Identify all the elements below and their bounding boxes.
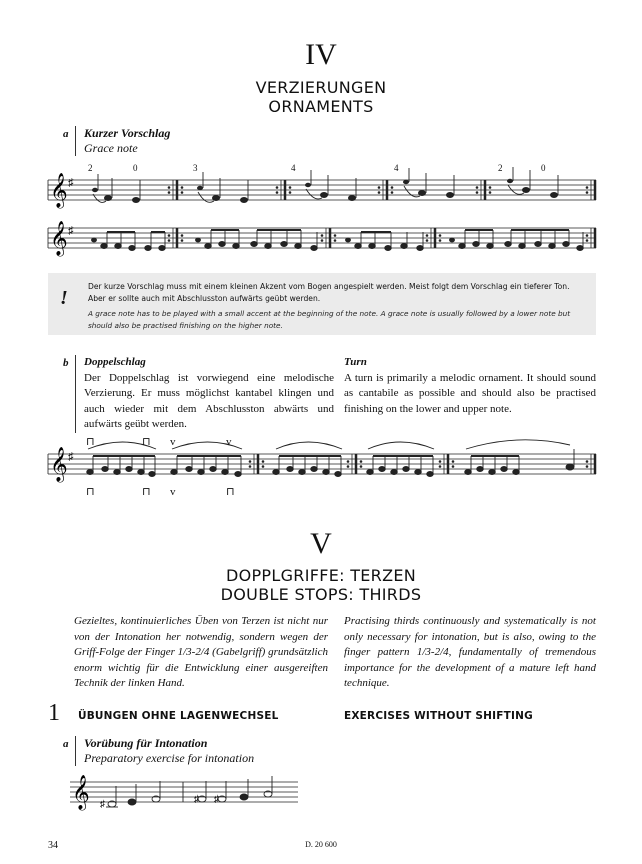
page-number: 34 xyxy=(48,840,58,851)
exercise-b-title-de: Doppelschlag xyxy=(84,356,146,368)
svg-text:♯: ♯ xyxy=(214,794,219,805)
svg-text:♯: ♯ xyxy=(68,177,74,189)
music-staff-grace-1 xyxy=(48,162,608,212)
music-staff-grace-2 xyxy=(48,218,608,258)
exercise-b-text-en-block xyxy=(344,355,596,417)
svg-text:⊓: ⊓ xyxy=(226,486,235,498)
notice-text-en: A grace note has to be played with a small accent at the beginning of the note. A grace note is usually followed by a lower note but should also be practised finishing on the higher note. xyxy=(88,309,571,330)
subsection-1-title-en: EXERCISES WITHOUT SHIFTING xyxy=(344,710,533,722)
svg-text:v: v xyxy=(226,436,232,448)
section-v-intro-de: Gezieltes, kontinuierliches Üben von Terzen ist nicht nur von der Intonation her notwendig, sondern wegen der Griff-Folge der Finger 1/3-2/4 (Gabelgriff) grundsätzlich enorm wichtig für die Entwicklung einer ausgereiften Technik der linken Hand. xyxy=(74,615,328,689)
exercise-a-label xyxy=(75,126,170,156)
exercise-a-subtitle: Grace note xyxy=(84,141,138,155)
subsection-1-number: 1 xyxy=(48,700,60,726)
exercise-b-text-de-block xyxy=(75,355,334,433)
exclamation-icon: ! xyxy=(60,287,68,309)
exercise-1a-title: Vorübung für Intonation xyxy=(84,736,208,750)
section-iv-title-en: ORNAMENTS xyxy=(268,97,374,116)
exercise-b-text-de: Der Doppelschlag ist vorwiegend eine melodische Verzierung. Er muss möglichst kantabel klingen und auch wieder mit dem Abschlusston abwärts und aufwärts geübt werden. xyxy=(84,371,334,430)
treble-clef-icon: 𝄞 xyxy=(50,222,68,255)
fingering: 0 xyxy=(541,163,546,173)
music-staff-turn xyxy=(48,437,608,507)
treble-clef-icon: 𝄞 xyxy=(50,448,68,481)
exercise-b-title-en: Turn xyxy=(344,356,367,368)
svg-text:♯: ♯ xyxy=(100,799,105,810)
exercise-a-title: Kurzer Vorschlag xyxy=(84,126,171,140)
svg-text:⊓: ⊓ xyxy=(86,486,95,498)
svg-text:⊓: ⊓ xyxy=(86,436,95,448)
fingering: 3 xyxy=(193,163,198,173)
svg-text:♯: ♯ xyxy=(194,794,199,805)
notice-box xyxy=(48,273,596,335)
treble-clef-icon: 𝄞 xyxy=(72,776,90,809)
svg-text:⊓: ⊓ xyxy=(142,436,151,448)
exercise-b-text-en: A turn is primarily a melodic ornament. It should sound as cantabile as possible and should also be practised finishing on the lower and upper note. xyxy=(344,371,596,415)
section-iv-numeral: IV xyxy=(305,38,337,71)
exercise-a-letter: a xyxy=(63,128,69,140)
subsection-1-title-de: ÜBUNGEN OHNE LAGENWECHSEL xyxy=(78,710,279,722)
music-staff-thirds xyxy=(70,770,300,815)
section-v-numeral: V xyxy=(310,527,332,560)
exercise-b-letter: b xyxy=(63,357,69,369)
svg-text:⊓: ⊓ xyxy=(142,486,151,498)
exercise-1a-subtitle: Preparatory exercise for intonation xyxy=(84,751,255,765)
svg-text:♯: ♯ xyxy=(68,225,74,237)
fingering: 2 xyxy=(498,163,503,173)
section-iv-title-de: VERZIERUNGEN xyxy=(255,78,387,97)
svg-text:v: v xyxy=(170,486,176,498)
exercise-1a-letter: a xyxy=(63,738,69,750)
treble-clef-icon: 𝄞 xyxy=(50,174,68,207)
fingering: 2 xyxy=(88,163,93,173)
exercise-1a-label xyxy=(75,736,254,766)
svg-text:v: v xyxy=(170,436,176,448)
section-v-title-de: DOPPLGRIFFE: TERZEN xyxy=(225,566,417,585)
section-v-title-en: DOUBLE STOPS: THIRDS xyxy=(220,585,422,604)
notice-text-de: Der kurze Vorschlag muss mit einem kleinen Akzent vom Bogen angespielt werden. Meist folgt dem Vorschlag ein tieferer Ton. Aber er sollte auch mit Abschlusston aufwärts geübt werden. xyxy=(88,282,570,303)
catalog-number: D. 20 600 xyxy=(305,840,337,849)
fingering: 4 xyxy=(291,163,296,173)
svg-text:♯: ♯ xyxy=(68,451,74,463)
fingering: 4 xyxy=(394,163,399,173)
section-v-intro-en: Practising thirds continuously and systematically is not only necessary for intonation, but is also, owing to the finger pattern 1/3-2/4, fundamentally of tremendous importance for the development of a mature left hand technique. xyxy=(344,615,596,689)
fingering: 0 xyxy=(133,163,138,173)
